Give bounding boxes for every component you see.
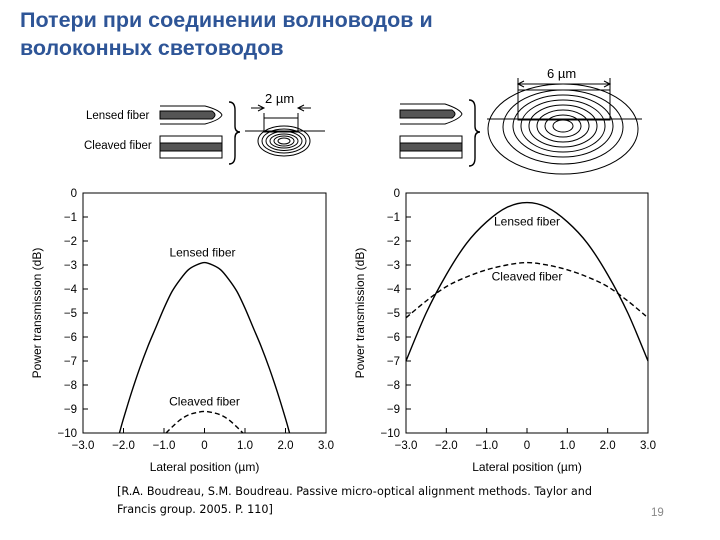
right-brace [469, 100, 480, 166]
chart-right-ylabel: Power transmission (dB) [353, 247, 367, 379]
chart-right-ytick-label: −5 [386, 308, 400, 320]
chart-left-ytick-label: −7 [63, 356, 77, 368]
chart-right-ytick-label: −3 [386, 260, 400, 272]
citation-line2: Francis group. 2005. P. 110] [117, 503, 273, 516]
lensed-fiber-drawing [160, 106, 222, 124]
right-lensed-fiber-drawing [400, 104, 462, 124]
chart-left-xtick-label: 0 [201, 440, 208, 452]
slide-title-line1: Потери при соединении волноводов и [20, 8, 433, 32]
chart-right-ytick-label: −2 [386, 236, 400, 248]
chart-left-ytick-label: −5 [63, 308, 77, 320]
chart-right-ytick-label: −6 [386, 332, 400, 344]
chart-left-xtick-label: 2.0 [277, 440, 294, 452]
chart-right-ytick-label: −8 [386, 380, 400, 392]
chart-left-ytick-label: −3 [63, 260, 77, 272]
chart-right-ytick-label: −7 [386, 356, 400, 368]
chart-left-annotation-lensed: Lensed fiber [169, 245, 236, 260]
inset-lensed-label: Lensed fiber [86, 110, 150, 122]
chart-left-xtick-label: −3.0 [71, 440, 95, 452]
left-inset [84, 91, 325, 164]
chart-left-xtick-label: −1.0 [152, 440, 176, 452]
chart-left-xtick-label: 1.0 [237, 440, 253, 452]
inset-cleaved-label: Cleaved fiber [84, 140, 152, 152]
right-inset [400, 66, 642, 174]
chart-left-ytick-label: 0 [70, 188, 77, 200]
chart-left-annotation-cleaved: Cleaved fiber [169, 394, 240, 409]
cleaved-fiber-drawing [160, 136, 222, 158]
chart-left-xtick-label: 3.0 [318, 440, 334, 452]
page-number: 19 [651, 507, 664, 519]
chart-right-xtick-label: 0 [523, 440, 531, 452]
chart-left-xlabel: Lateral position (µm) [149, 460, 260, 474]
chart-right-frame [406, 193, 648, 433]
chart-right-annotation-cleaved: Cleaved fiber [491, 269, 563, 284]
chart-left-ylabel: Power transmission (dB) [30, 247, 44, 379]
chart-left-ytick-label: −9 [63, 404, 77, 416]
chart-right-ytick-label: 0 [393, 188, 400, 200]
chart-right-xtick-label: −1.0 [475, 440, 499, 452]
right-cleaved-fiber-drawing [400, 136, 462, 158]
right-waveguide [487, 78, 642, 174]
chart-right-xtick-label: 3.0 [640, 440, 656, 452]
left-brace [229, 102, 240, 164]
chart-left-ytick-label: −6 [63, 332, 77, 344]
chart-left-ytick-label: −4 [63, 284, 77, 296]
chart-right-ytick-label: −1 [386, 212, 400, 224]
right-dimension-label: 6 µm [547, 66, 577, 81]
chart-left-ytick-label: −2 [63, 236, 77, 248]
chart-right-annotation-lensed: Lensed fiber [493, 214, 561, 229]
citation-line1: [R.A. Boudreau, S.M. Boudreau. Passive micro-optical alignment methods. Taylor and [117, 485, 592, 498]
chart-right-xlabel: Lateral position (µm) [472, 460, 582, 474]
chart-right-xtick-label: 1.0 [559, 440, 576, 452]
chart-right-xtick-label: −2.0 [434, 440, 458, 452]
left-waveguide [245, 105, 325, 156]
left-dimension-label: 2 µm [265, 91, 295, 106]
chart-left-ytick-label: −8 [63, 380, 77, 392]
chart-left [30, 188, 334, 474]
chart-right-ytick-label: −9 [386, 404, 400, 416]
chart-right-ytick-label: −4 [386, 284, 400, 296]
chart-left-ytick-label: −10 [57, 428, 77, 440]
chart-left-ytick-label: −1 [63, 212, 77, 224]
chart-right-xtick-label: 2.0 [599, 440, 616, 452]
chart-right [353, 188, 656, 474]
chart-left-xtick-label: −2.0 [112, 440, 135, 452]
slide-title-line2: волоконных световодов [20, 36, 284, 60]
chart-right-ytick-label: −10 [380, 428, 400, 440]
citation [117, 483, 617, 519]
chart-right-xtick-label: −3.0 [394, 440, 418, 452]
